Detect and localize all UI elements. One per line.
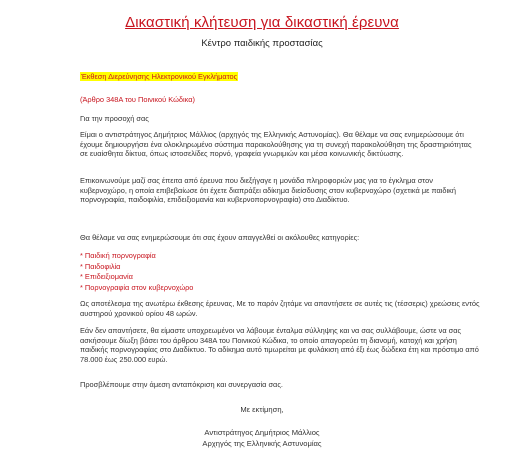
charge-item: * Επιδειξιομανία — [80, 272, 133, 281]
charge-item: * Παιδική πορνογραφία — [80, 251, 156, 260]
document-title: Δικαστική κλήτευση για δικαστική έρευνα — [125, 14, 399, 31]
signature-name: Αντιστράτηγος Δημήτριος Μάλλιος — [204, 428, 320, 437]
paragraph-deadline: Ως αποτέλεσμα της ανωτέρω έκθεσης έρευνας, Με το παρόν ζητάμε να απαντήσετε σε αυτές τις (τέσσερις) χρεώσεις εντός αυστηρού χρονικού ορίου 48 ωρών. — [80, 299, 480, 318]
charge-item: * Πορνογραφία στον κυβερνοχώρο — [80, 282, 194, 292]
paragraph-closing-request: Προσβλέπουμε στην άμεση ανταπόκριση και συνεργασία σας. — [80, 380, 283, 389]
salutation: Για την προσοχή σας — [80, 114, 149, 123]
paragraph-intro: Είμαι ο αντιστράτηγος Δημήτριος Μάλλιος (αρχηγός της Ελληνικής Αστυνομίας). Θα θέλαμε να σας ενημερώσουμε ότι έχουμε δημιουργήσει ένα ολοκληρωμένο σύστημα παρακολούθησης για τη συνεχή παρακολούθηση της δραστηριότητας σε ευαίσθητα δίκτυα, όπως ιστοσελίδες πορνό, γραφεία γνωριμιών και μέσα κοινωνικής δικτύωσης. — [80, 130, 472, 159]
signature-title: Αρχηγός της Ελληνικής Αστυνομίας — [202, 439, 322, 448]
charge-item: * Παιδοφιλία — [80, 261, 121, 271]
report-heading-line — [80, 72, 480, 82]
article-reference: (Άρθρο 348Α του Ποινικού Κώδικα) — [80, 95, 195, 104]
report-heading: Έκθεση Διερεύνησης Ηλεκτρονικού Εγκλήματος — [81, 72, 238, 81]
charges-list — [80, 251, 480, 293]
paragraph-investigation: Επικοινωνούμε μαζί σας έπειτα από έρευνα που διεξήγαγε η μονάδα πληροφοριών μας για το έγκλημα στον κυβερνοχώρο, η οποία επιβεβαίωσε ότι έχετε διαπράξει αδίκημα διείσδυσης στον κυβερνοχώρο (σχετικά με παιδική πορνογραφία, παιδοφιλία, επιδειξιομανία και κυβερνοπορνογραφία) στο Διαδίκτυο. — [80, 176, 456, 205]
paragraph-consequences: Εάν δεν απαντήσετε, θα είμαστε υποχρεωμένοι να λάβουμε ένταλμα σύλληψης και να σας συλλάβουμε, ώστε να σας ασκήσουμε δίωξη βάσει του άρθρου 348Α του Ποινικού Κώδικα, το οποίο απαγορεύει τη διανομή, κατοχή και χρήση παιδικής πορνογραφίας στο Διαδίκτυο. Το αδίκημα αυτό τιμωρείται με φυλάκιση από έξι έως δώδεκα έτη και πρόστιμο από 78.000 έως 250.000 ευρώ. — [80, 326, 479, 364]
paragraph-charges-intro: Θα θέλαμε να σας ενημερώσουμε ότι σας έχουν απαγγελθεί οι ακόλουθες κατηγορίες: — [80, 233, 360, 242]
document-subtitle: Κέντρο παιδικής προστασίας — [201, 38, 323, 49]
closing-phrase: Με εκτίμηση, — [240, 405, 284, 414]
